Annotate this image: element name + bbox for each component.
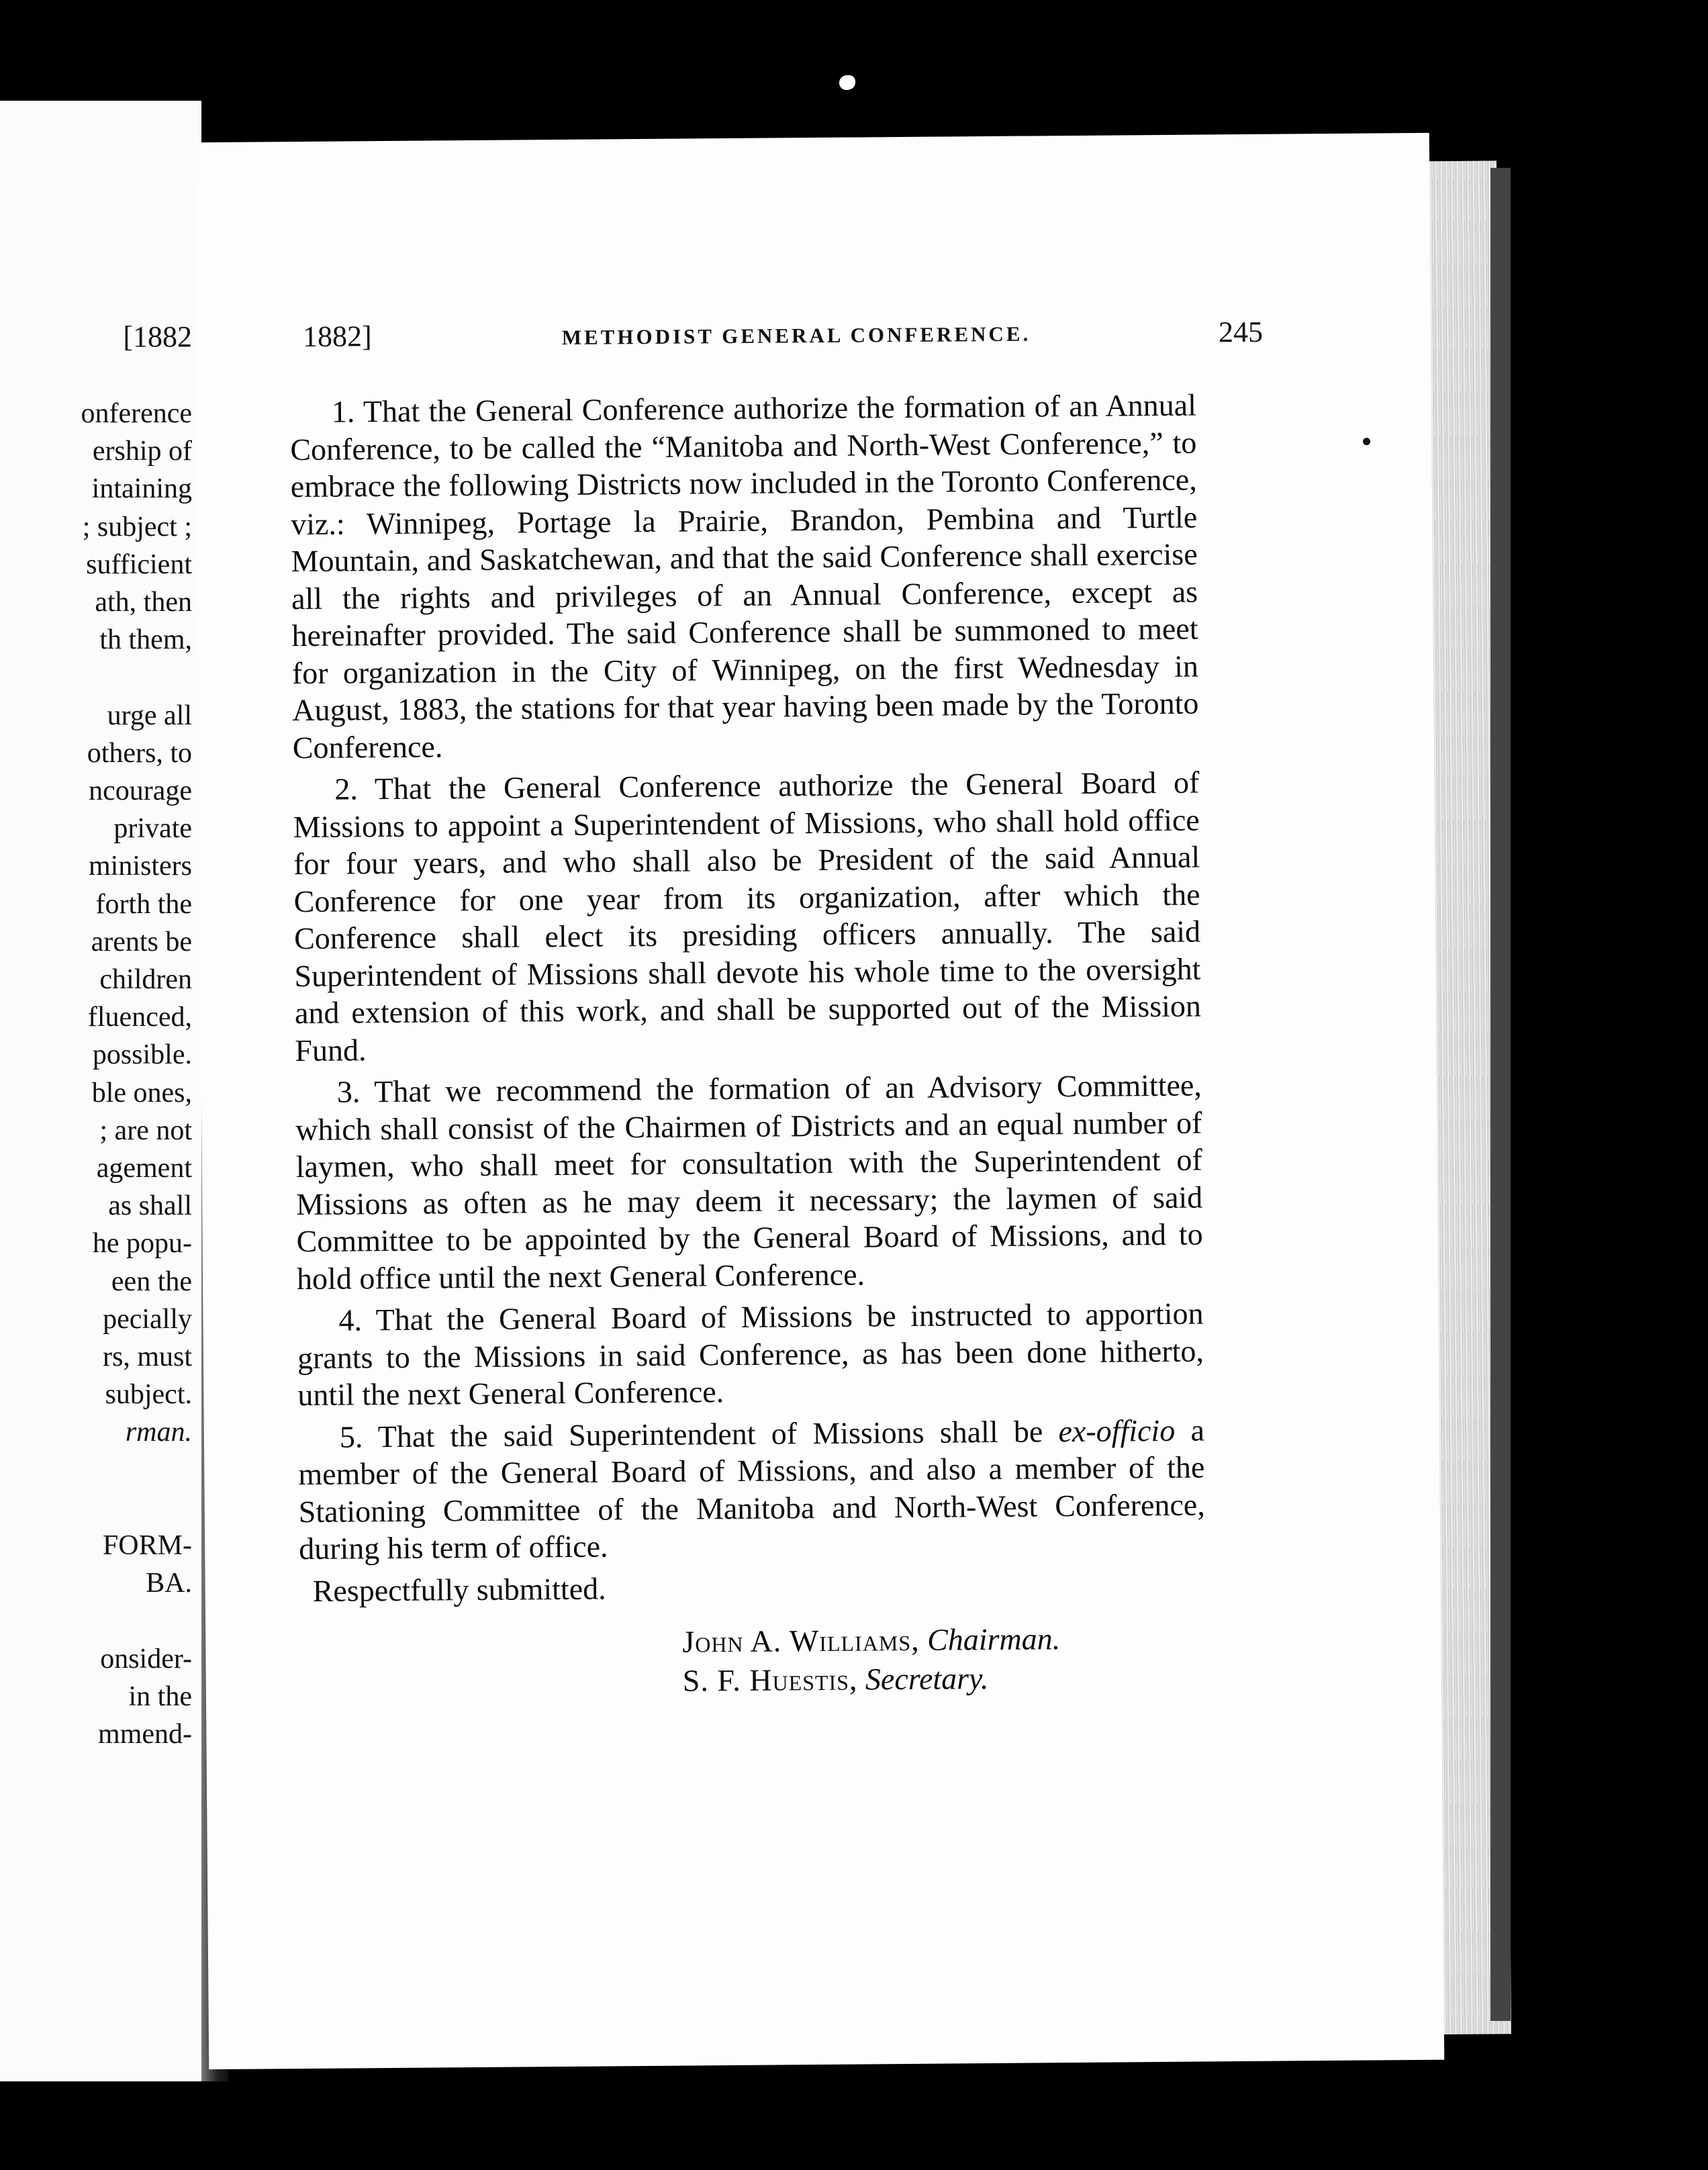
secretary-name: S. F. Huestis, xyxy=(682,1662,858,1698)
paragraph-5 xyxy=(298,1411,1206,1568)
secretary-role: Secretary. xyxy=(865,1661,989,1697)
left-line-fragment: ble ones, xyxy=(91,1077,192,1108)
left-line-fragment: in the xyxy=(128,1681,192,1712)
ex-officio-term: ex-officio xyxy=(1058,1413,1176,1448)
right-page xyxy=(194,133,1444,2069)
running-head: METHODIST GENERAL CONFERENCE. xyxy=(561,322,1031,349)
left-line-fragment: rman. xyxy=(125,1417,192,1448)
chairman-role: Chairman. xyxy=(927,1621,1061,1657)
left-line-fragment: ership of xyxy=(92,436,192,467)
left-header-year: [1882 xyxy=(123,320,192,353)
left-line-fragment: ath, then xyxy=(95,587,192,618)
left-line-fragment: mmend- xyxy=(98,1719,192,1750)
closing-line: Respectfully submitted. xyxy=(312,1571,606,1608)
left-line-fragment: as shall xyxy=(108,1190,192,1222)
paragraph-5-end: a member of the General Board of Missions, and also a member of the Stationing Committee of the Manitoba and North-West Conference, during his term of office. xyxy=(298,1413,1205,1566)
left-line-fragment: urge all xyxy=(107,700,192,731)
chairman-name: John A. Williams, xyxy=(682,1622,920,1659)
left-line-fragment: onsider- xyxy=(100,1643,192,1674)
left-line-fragment: ncourage xyxy=(89,775,192,806)
left-line-fragment: he popu- xyxy=(92,1228,192,1260)
paragraph-5-start: 5. That the said Superintendent of Missions shall be xyxy=(339,1413,1059,1454)
page-body xyxy=(290,387,1206,1704)
left-line-fragment: subject. xyxy=(105,1379,192,1411)
left-line-fragment: sufficient xyxy=(86,549,192,580)
left-line-fragment: possible. xyxy=(92,1039,192,1071)
paragraph-1: 1. That the General Conference authorize the formation of an Annual Conference, to be called the “Manitoba and North-West Conference,” to embrace the following Districts now included in the Toronto Conference, viz.: Winnipeg, Portage la Prairie, Brandon, Pembina and Turtle Mountain, and Saskatchewan, and that the said Conference shall exercise all the rights and privileges of an Annual Conference, except as hereinafter provided. The said Conference shall be summoned to meet for organization in the City of Winnipeg, on the first Wednesday in August, 1883, the stations for that year having been made by the Toronto Conference. xyxy=(290,387,1199,765)
paragraph-4: 4. That the General Board of Missions be instructed to apportion grants to the Missions in said Conference, as has been done hitherto, until the next General Conference. xyxy=(297,1296,1204,1413)
left-line-fragment: intaining xyxy=(91,473,192,505)
left-line-fragment: th them, xyxy=(99,624,192,656)
paragraph-2: 2. That the General Conference authorize the General Board of Missions to appoint a Superintendent of Missions, who shall hold office for four years, and who shall also be President of the said Annual Conference for one year from its organization, after which the Conference shall elect its presiding officers annually. The said Superintendent of Missions shall devote his whole time to the oversight and extension of this work, and shall be supported out of the Mission Fund. xyxy=(293,765,1202,1068)
cover-shadow xyxy=(1490,168,1511,2021)
scan-speck xyxy=(839,75,855,90)
secretary-signature xyxy=(683,1657,1206,1700)
left-line-fragment: ; are not xyxy=(99,1115,192,1146)
left-line-fragment: others, to xyxy=(87,737,192,769)
header-year: 1882] xyxy=(302,320,372,354)
left-line-fragment: FORM- xyxy=(102,1530,192,1561)
left-line-fragment: arents be xyxy=(91,926,192,957)
left-line-fragment: pecially xyxy=(103,1303,192,1335)
margin-dot xyxy=(1363,438,1370,445)
left-line-fragment: een the xyxy=(111,1266,192,1297)
left-line-fragment: onference xyxy=(81,398,192,429)
page-number: 245 xyxy=(1218,315,1264,349)
paragraph-3: 3. That we recommend the formation of an Advisory Committee, which shall consist of the Chairmen of Districts and an equal number of laymen, who shall meet for consultation with the Superintendent of Missions as often as he may deem it necessary; the laymen of said Committee to be appointed by the General Board of Missions, and to hold office until the next General Conference. xyxy=(295,1068,1203,1296)
left-line-fragment: children xyxy=(99,964,192,995)
left-line-fragment: fluenced, xyxy=(87,1002,192,1033)
left-line-fragment: rs, must xyxy=(102,1341,192,1372)
left-line-fragment: forth the xyxy=(95,888,192,920)
left-line-fragment: BA. xyxy=(146,1568,192,1599)
left-line-fragment: private xyxy=(113,813,192,845)
left-facing-page xyxy=(0,101,201,2081)
left-line-fragment: agement xyxy=(96,1153,192,1184)
page-header xyxy=(303,312,1263,360)
left-line-fragment: ministers xyxy=(89,851,192,882)
signature-block xyxy=(299,1618,1206,1703)
chairman-signature xyxy=(682,1618,1206,1661)
left-line-fragment: ; subject ; xyxy=(82,511,192,542)
